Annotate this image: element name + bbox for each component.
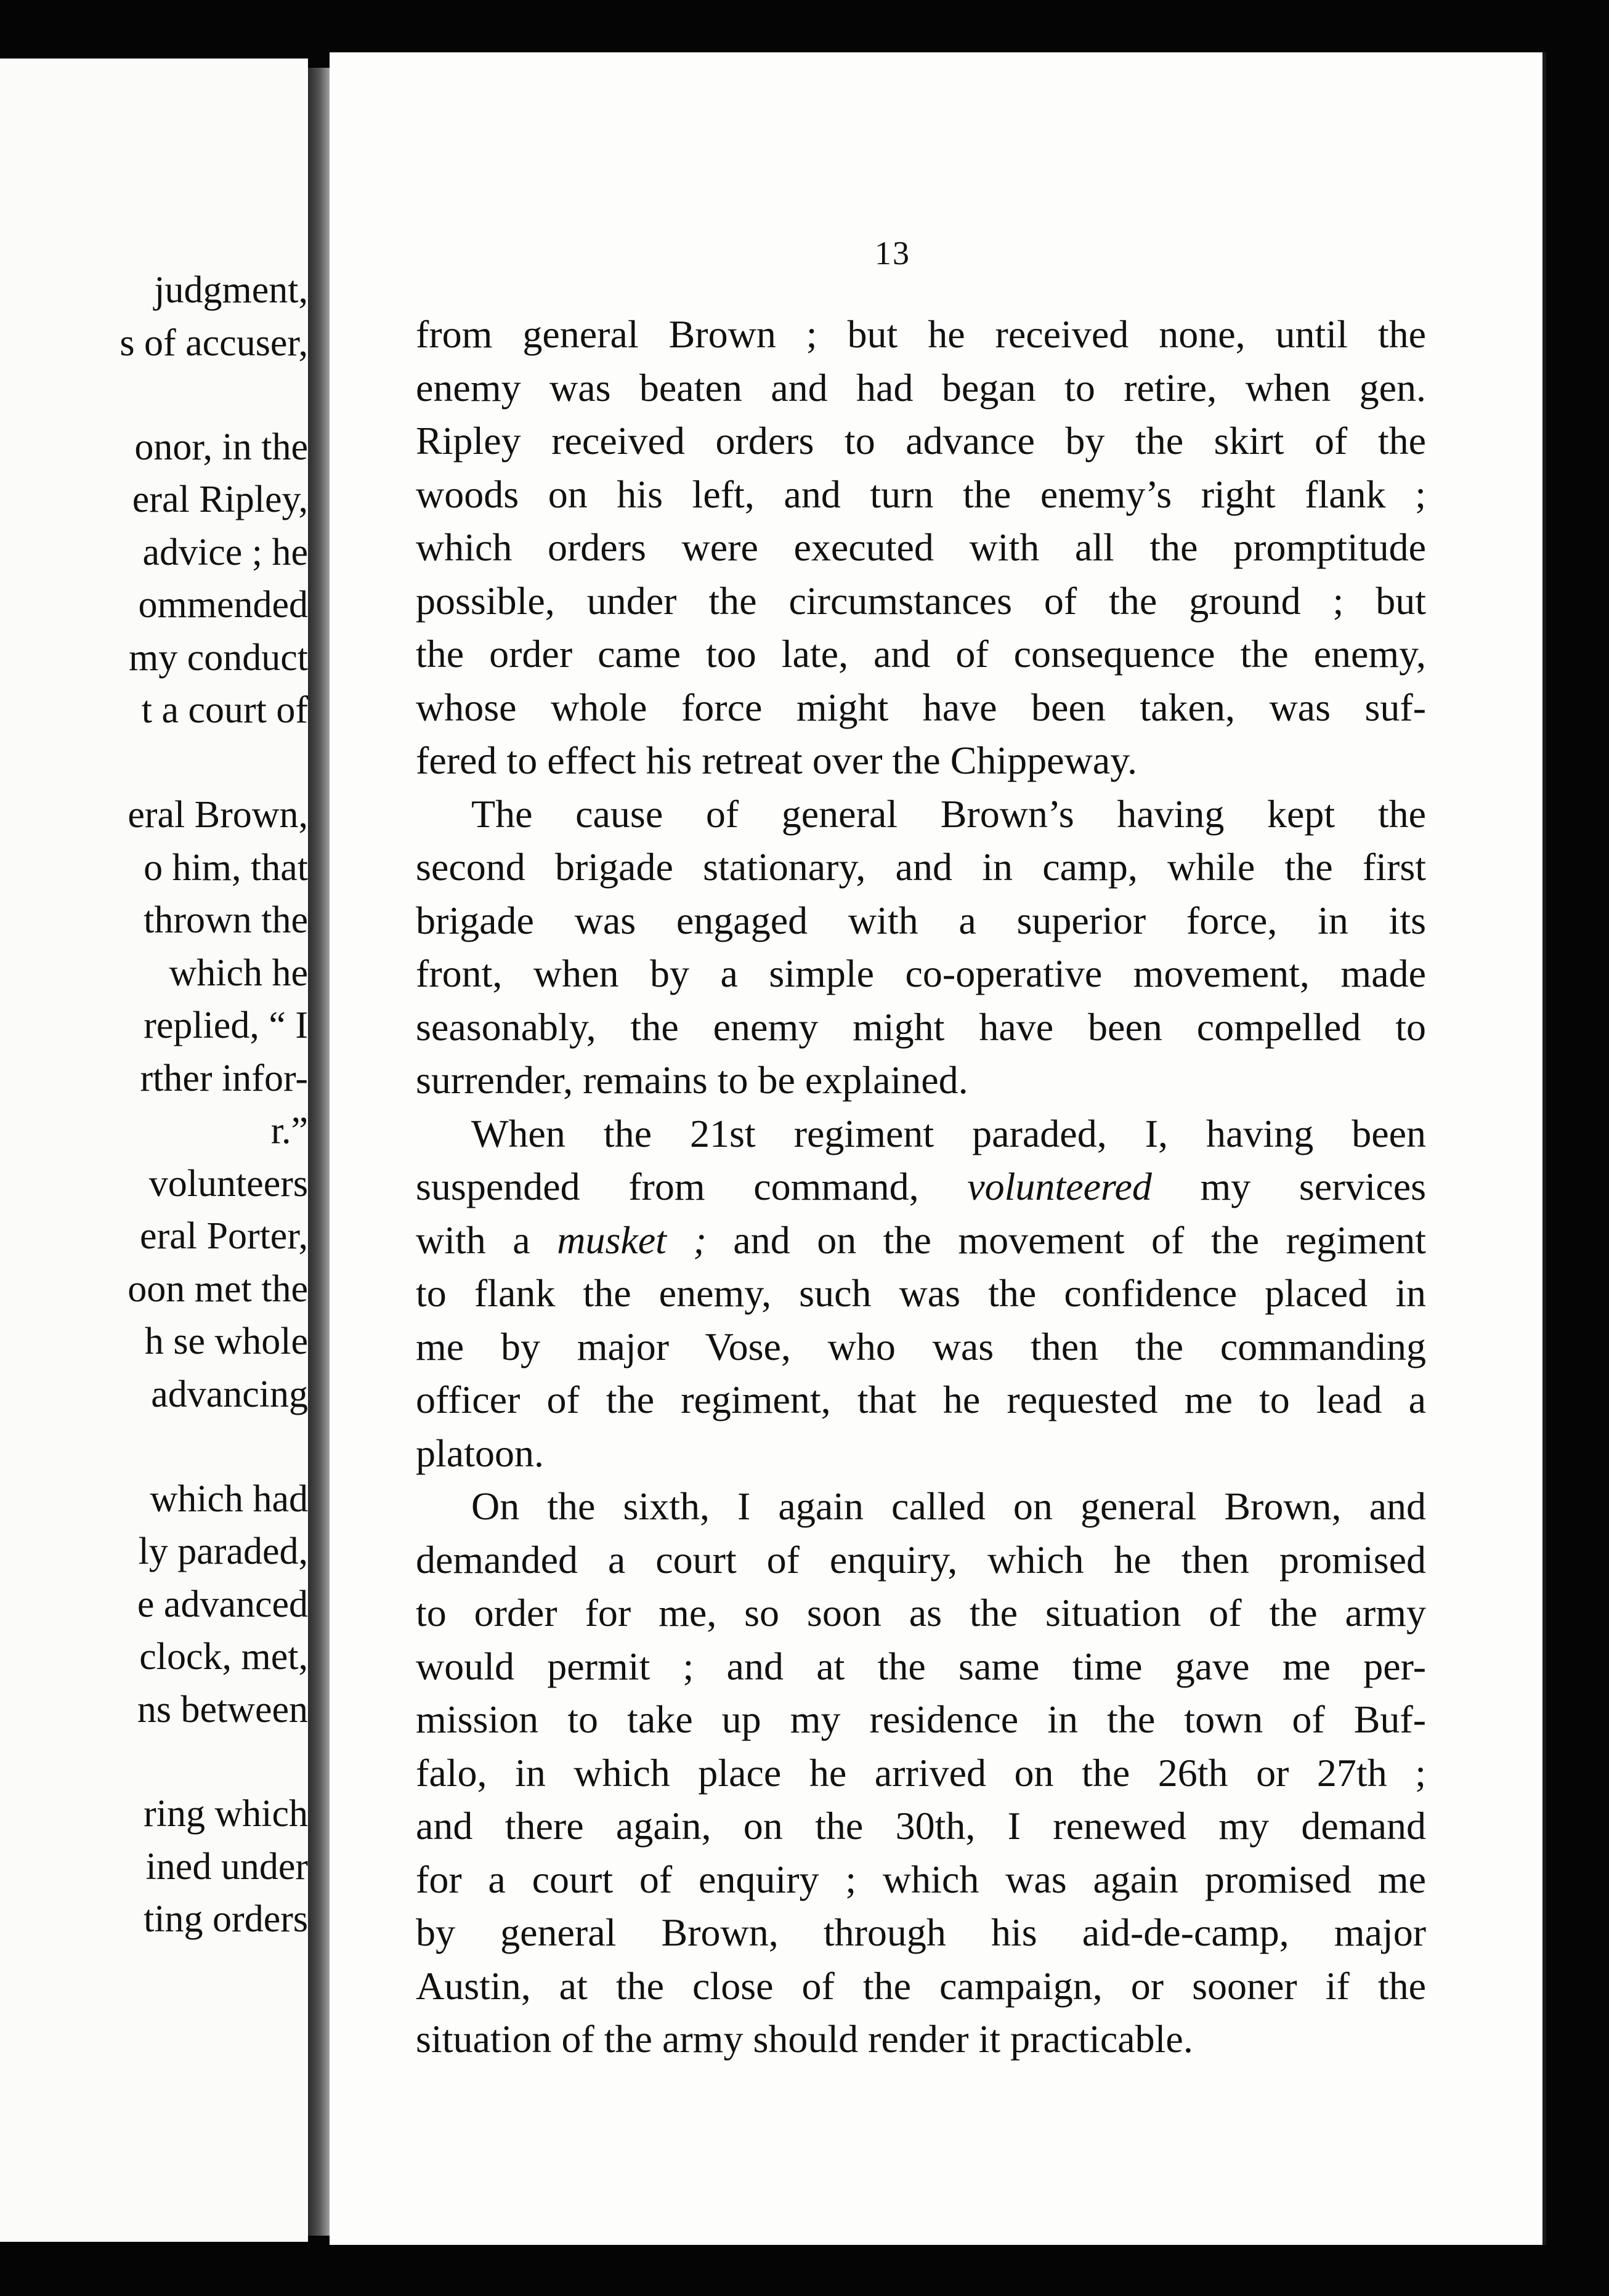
text-line: enemy was beaten and had began to retire, when gen. (416, 365, 1426, 410)
left-page-text-fragment: my conduct (129, 637, 308, 679)
text-line: and there again, on the 30th, I renewed my demand (416, 1804, 1426, 1848)
text-line: to order for me, so soon as the situation of the army (416, 1591, 1426, 1635)
left-page-text-fragment: r.” (270, 1110, 308, 1152)
text-line: seasonably, the enemy might have been compelled to (416, 1004, 1426, 1049)
left-page-text-fragment: onor, in the (134, 426, 308, 468)
left-page-text-fragment: h se whole (144, 1320, 308, 1362)
text-run: and on the movement of the regiment (733, 1218, 1427, 1262)
left-page-text-fragment: advice ; he (142, 532, 308, 573)
text-line: for a court of enquiry ; which was again promised me (416, 1857, 1426, 1901)
left-page-text-fragment: ly paraded, (138, 1530, 308, 1572)
left-page-text-fragment: thrown the (144, 899, 308, 941)
text-line: demanded a court of enquiry, which he then promised (416, 1537, 1426, 1582)
text-line: falo, in which place he arrived on the 26th or 27th ; (416, 1750, 1426, 1795)
italic-text-run: musket ; (557, 1218, 707, 1262)
left-page-text-fragment: ns between (137, 1689, 308, 1731)
left-page-text-fragment: s of accuser, (120, 322, 308, 364)
left-page-text-fragment: ined under (145, 1846, 308, 1888)
text-line-mixed (416, 1214, 1426, 1267)
text-line: Ripley received orders to advance by the skirt of the (416, 419, 1426, 463)
text-line: front, when by a simple co-operative movement, made (416, 952, 1426, 995)
text-line: whose whole force might have been taken, was suf- (416, 685, 1426, 729)
text-line: Austin, at the close of the campaign, or sooner if the (416, 1963, 1426, 2008)
left-page-text-fragment: which had (150, 1478, 308, 1520)
left-page-text-fragment: e advanced (137, 1583, 308, 1625)
left-page-text-fragment: ring which (144, 1793, 308, 1835)
text-line-mixed (416, 1160, 1426, 1214)
italic-text-run: volunteered (967, 1165, 1152, 1208)
left-facing-page (0, 59, 308, 2242)
left-page-text-fragment: eral Ripley, (132, 479, 308, 520)
left-page-text-fragment: eral Porter, (140, 1215, 308, 1257)
page-number: 13 (875, 235, 910, 272)
text-line: woods on his left, and turn the enemy’s right flank ; (416, 472, 1426, 516)
text-line: The cause of general Brown’s having kept the (471, 791, 1426, 836)
text-line: would permit ; and at the same time gave me per- (416, 1644, 1426, 1688)
text-run: with a (416, 1218, 530, 1262)
left-page-text-fragment: which he (169, 952, 308, 994)
left-page-text-fragment: volunteers (148, 1163, 308, 1205)
text-line: possible, under the circumstances of the ground ; but (416, 578, 1426, 623)
left-page-text-fragment: ommended (138, 584, 308, 626)
left-page-text-fragment: o him, that (144, 847, 308, 889)
text-line: brigade was engaged with a superior force, in its (416, 898, 1426, 942)
text-line: mission to take up my residence in the town of Buf- (416, 1697, 1426, 1741)
left-page-text-fragment: ting orders (144, 1898, 308, 1940)
text-run: suspended from command, (416, 1165, 919, 1208)
left-page-text-fragment: advancing (151, 1373, 308, 1415)
text-line: second brigade stationary, and in camp, while the first (416, 845, 1426, 889)
text-line: which orders were executed with all the promptitude (416, 525, 1426, 569)
left-page-text-fragment: judgment, (154, 269, 308, 311)
left-page-text-fragment: clock, met, (139, 1636, 308, 1678)
left-page-text-fragment: replied, “ I (144, 1004, 308, 1046)
text-line: me by major Vose, who was then the commanding (416, 1324, 1426, 1368)
left-page-text-fragment: rther infor- (140, 1057, 308, 1099)
text-line: When the 21st regiment paraded, I, having been (471, 1111, 1426, 1155)
text-line: to flank the enemy, such was the confidence placed in (416, 1271, 1426, 1315)
text-line: situation of the army should render it practicable. (416, 2017, 1193, 2061)
page-body-text (416, 308, 1426, 2066)
left-page-text-fragment: oon met the (128, 1268, 308, 1310)
left-page-text-fragment: t a court of (141, 689, 308, 731)
text-line: fered to effect his retreat over the Chippeway. (416, 738, 1138, 782)
text-line: surrender, remains to be explained. (416, 1058, 968, 1102)
text-line: the order came too late, and of consequence the enemy, (416, 632, 1426, 676)
text-line: officer of the regiment, that he requested me to lead a (416, 1378, 1426, 1421)
left-page-text-fragment: eral Brown, (128, 794, 308, 836)
text-line: from general Brown ; but he received none, until the (416, 312, 1426, 356)
text-run: my services (1200, 1165, 1426, 1208)
text-line: by general Brown, through his aid-de-camp, major (416, 1910, 1426, 1954)
text-line: platoon. (416, 1431, 544, 1475)
text-line: On the sixth, I again called on general Brown, and (471, 1484, 1426, 1528)
